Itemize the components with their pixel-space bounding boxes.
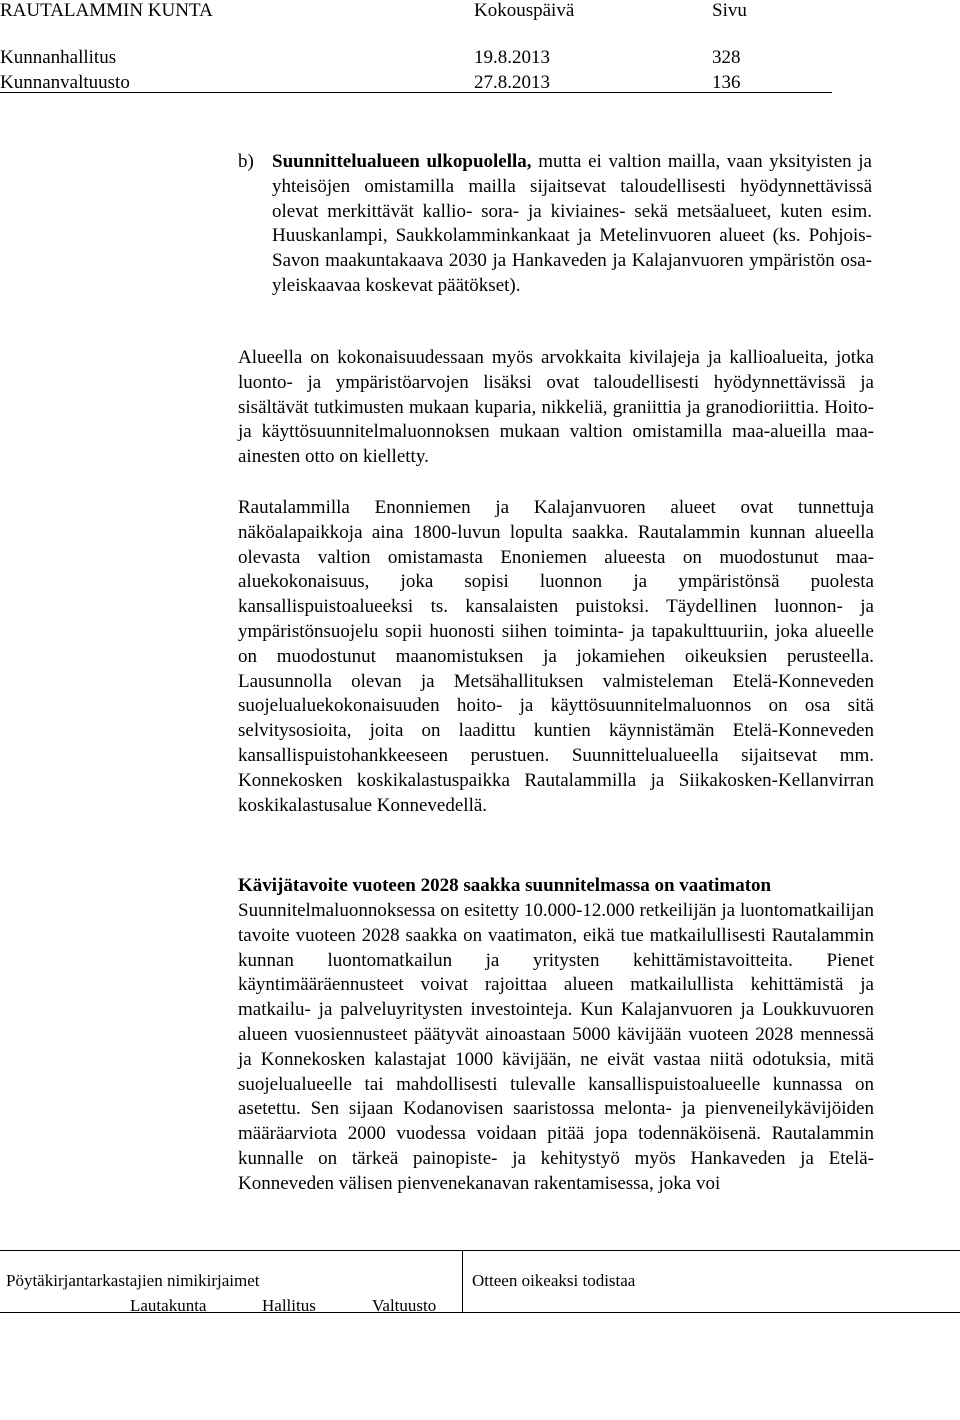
list-item-bold-lead: Suunnittelualueen ulkopuolella, [272,151,532,172]
list-marker: b) [238,151,254,172]
header-row-page: 136 [712,72,741,93]
paragraph-enonniemi: Rautalammilla Enonniemen ja Kalajanvuoren alueet ovat tunnettuja näköalapaikkoja aina 1800-luvun lopulta saakka. Rautalammin kunnan alueella olevasta valtion omistamasta Enoniemen alueesta on muodostunut maa-aluekokonaisuus, joka sopisi luonnon ja ympäristönsä puolesta kansallispuistoalueeksi ts. kansalaisten puistoksi. Täydellinen luonnon- ja ympäristönsuojelu sopii huonosti siihen toiminta- ja tapakulttuuriin, joka alueelle on muodostunut maanomistuksen ja jokamiehen oikeuksien perusteella. Lausunnolla olevan ja Metsähallituksen valmisteleman Etelä-Konneveden suojelualuekokonaisuuden hoito- ja käyttösuunnitelmaluonnos on osa sitä selvitysosioita, joita on laadittu kuntien käynnistämän Etelä-Konneveden kansallispuistohankkeeseen perustuen. Suunnittelualueella sijaitsevat mm. Konnekosken koskikalastuspaikka Rautalammilla ja Siikakosken-Kellanvirran koskikalastusalue Konnevedellä. [238,497,874,816]
initials-label: Pöytäkirjantarkastajien nimikirjaimet [6,1271,260,1290]
meeting-date-heading: Kokouspäivä [474,0,575,21]
header-row-date: 19.8.2013 [474,47,550,68]
footer-body-label: Hallitus [262,1296,316,1315]
page-heading: Sivu [712,0,747,21]
list-item-text [272,150,872,299]
paragraph-rocks: Alueella on kokonaisuudessaan myös arvokkaita kivilajeja ja kallioalueita, jotka luonto- ja ympäristöarvojen lisäksi ovat taloudellisesti hyödynnettävissä ja sisältävät tutkimusten mukaan kuparia, nikkeliä, graniittia ja granodioriittia. Hoito- ja käyttösuunnitelmaluonnoksen mukaan valtion omistamilla maa-alueilla maa-ainesten otto on kielletty. [238,347,874,468]
header-row-page: 328 [712,47,741,68]
footer-top-rule [0,1250,960,1251]
footer-body-label: Valtuusto [372,1296,437,1315]
header-underline [0,92,832,93]
list-item-body: mutta ei valtion mailla, vaan yksityisten ja yhteisöjen omistamilla mailla sijaitsevat taloudellisesti hyödynnettävissä olevat merkittävät kallio- sora- ja kiviaines- sekä metsäalueet, kuten esim. Huuskanlampi, Saukkolamminkankaat ja Metelinvuoren alueet (ks. Pohjois-Savon maakuntakaava 2030 ja Hankaveden ja Kalajanvuoren ympäristön osa-yleiskaavaa koskevat päätökset). [272,151,872,296]
section-heading: Kävijätavoite vuoteen 2028 saakka suunnitelmassa on vaatimaton [238,875,772,896]
paragraph-visitor-goal: Suunnitelmaluonnoksessa on esitetty 10.000-12.000 retkeilijän ja luontomatkailijan tavoite vuoteen 2028 saakka on vaatimaton, eikä tue matkailullisesti Rautalammin kunnan luontomatkailun ja yritysten kehittämistavoitteita. Pienet käyntimääräennusteet voivat rajoittaa alueen matkailullista kehittämistä ja matkailu- ja palveluyritysten investointeja. Kun Kalajanvuoren ja Loukkuvuoren alueen vuosiennusteet päätyvät ainoastaan 5000 kävijään vuoteen 2028 mennessä ja Konnekosken kalastajat 1000 kävijään, ne eivät vastaa niitä odotuksia, mitä suojelualueelle tai mahdollisesti tulevalle kansallispuistoalueelle kunnassa on asetettu. Sen sijaan Kodanovisen saaristossa melonta- ja pienveneilykävijöiden määräarviota 2000 vuodessa voidaan pitää jopa todennäköisenä. Rautalammin kunnalle on tärkeä painopiste- ja kehitystyö myös Hankaveden ja Etelä-Konneveden välisen pienvenekanavan rakentamisessa, joka voi [238,900,874,1194]
header-row-body: Kunnanhallitus [0,47,117,68]
municipality-name: RAUTALAMMIN KUNTA [0,0,213,21]
footer-body-label: Lautakunta [130,1296,207,1315]
certified-label: Otteen oikeaksi todistaa [472,1271,636,1290]
header-row-body: Kunnanvaltuusto [0,72,130,93]
footer-divider [462,1250,463,1312]
header-row-date: 27.8.2013 [474,72,550,93]
